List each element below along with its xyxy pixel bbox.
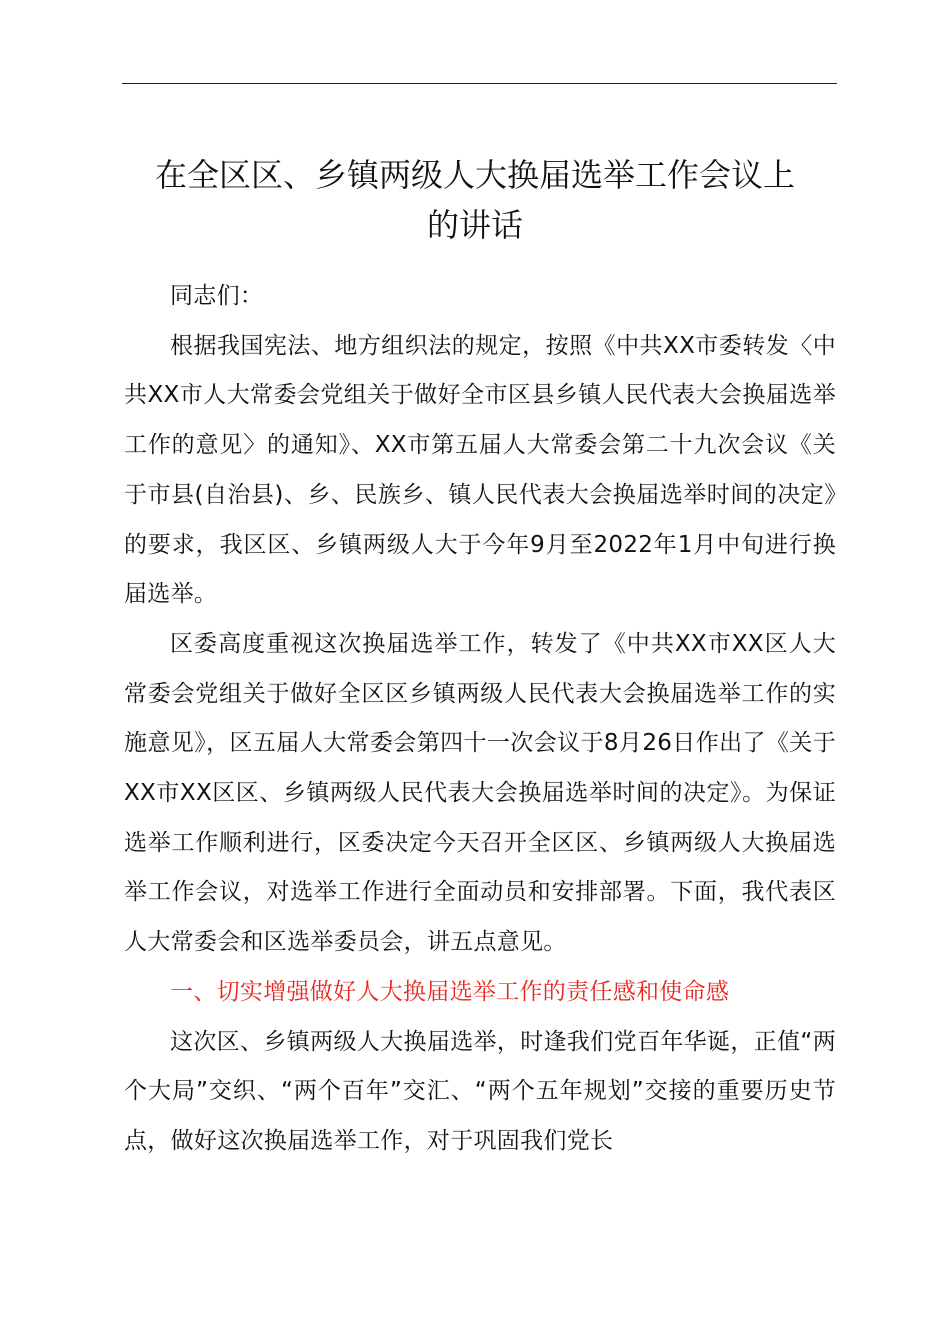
paragraph-1: 根据我国宪法、地方组织法的规定，按照《中共XX市委转发〈中共XX市人大常委会党组关于做好全市区县乡镇人民代表大会换届选举工作的意见〉的通知》、XX市第五届人大常委会第二十九次会议《关于市县(自治县)、乡、民族乡、镇人民代表大会换届选举时间的决定》的要求，我区区、乡镇两级人大于今年9月至2022年1月中旬进行换届选举。	[124, 332, 836, 608]
salutation: 同志们：	[170, 283, 264, 309]
document-body	[124, 272, 836, 1167]
title-line-2: 的讲话	[426, 206, 523, 244]
section-heading-1: 一、切实增强做好人大换届选举工作的责任感和使命感	[170, 978, 730, 1005]
paragraph-3: 这次区、乡镇两级人大换届选举，时逢我们党百年华诞，正值“两个大局”交织、“两个百年”交汇、“两个五年规划”交接的重要历史节点，做好这次换届选举工作，对于巩固我们党长	[124, 1028, 836, 1154]
title-line-1: 在全区区、乡镇两级人大换届选举工作会议上	[154, 156, 795, 194]
paragraph-2: 区委高度重视这次换届选举工作，转发了《中共XX市XX区人大常委会党组关于做好全区区乡镇两级人民代表大会换届选举工作的实施意见》，区五届人大常委会第四十一次会议于8月26日作出了《关于XX市XX区区、乡镇两级人民代表大会换届选举时间的决定》。为保证选举工作顺利进行，区委决定今天召开全区区、乡镇两级人大换届选举工作会议，对选举工作进行全面动员和安排部署。下面，我代表区人大常委会和区选举委员会，讲五点意见。	[124, 630, 836, 956]
header-rule	[122, 83, 837, 84]
document-title	[100, 150, 850, 250]
